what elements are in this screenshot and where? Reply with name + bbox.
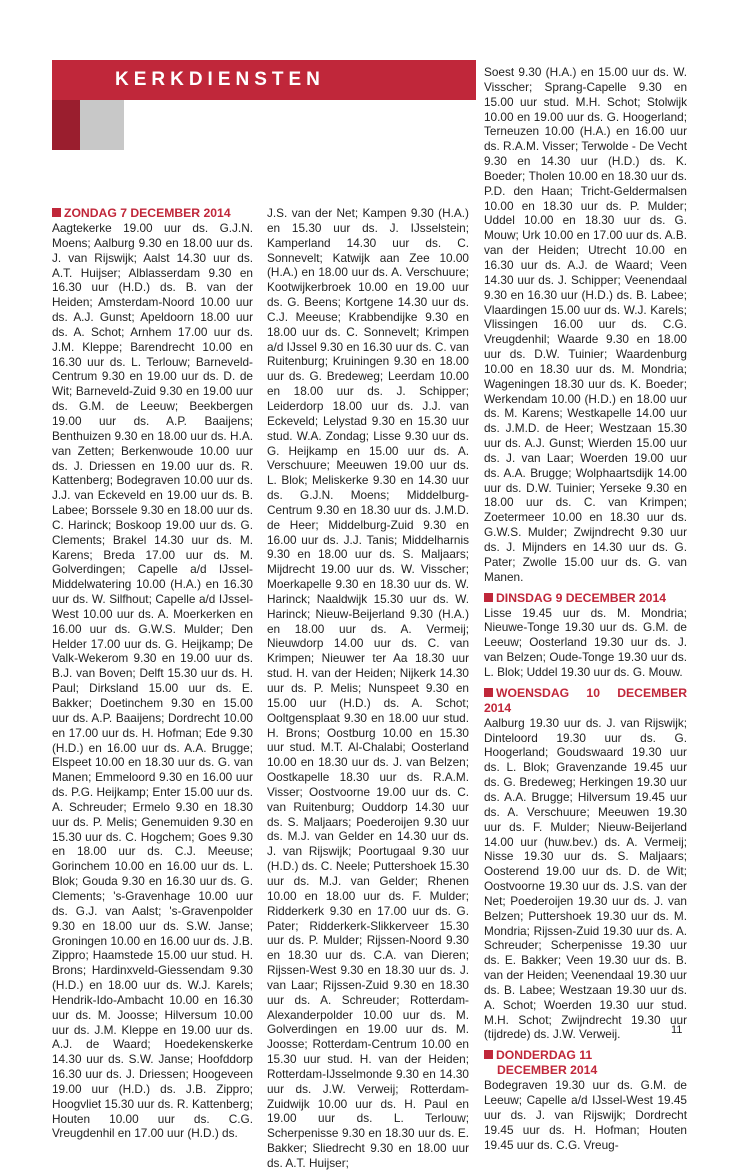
heading-zondag bbox=[52, 206, 253, 221]
services-donderdag: Bodegraven 19.30 uur ds. G.M. de Leeuw; Capelle a/d IJssel-West 19.45 uur ds. J. van Rijswijk; Dordrecht 19.45 uur ds. H. Hofman; Houten 19.45 uur ds. C.G. Vreug- bbox=[484, 1078, 687, 1152]
heading-dinsdag bbox=[484, 591, 687, 606]
column-1 bbox=[52, 206, 253, 1141]
services-woensdag: Aalburg 19.30 uur ds. J. van Rijswijk; Dinteloord 19.30 uur ds. G. Hoogerland; Goudswaard 19.30 uur ds. L. Blok; Gravenzande 19.45 uur ds. G. Bredeweg; Herkingen 19.30 uur ds. A.A. Brugge; Hilversum 19.45 uur ds. A. Verschuure; Meeuwen 19.30 uur ds. F. Mulder; Nieuw-Beijerland 14.00 uur (huw.bev.) ds. A. Vermeij; Nisse 19.30 uur ds. S. Maljaars; Oosterend 19.00 uur ds. D. de Wit; Oostvoorne 19.30 uur ds. J.S. van der Net; Poederoijen 19.30 uur ds. J. van Belzen; Puttershoek 19.30 uur ds. M. Mondria; Rijssen-Zuid 19.30 uur ds. A. Schreuder; Scherpenisse 19.30 uur ds. E. Bakker; Veen 19.30 uur ds. B. van der Heiden; Veenendaal 19.30 uur ds. B. Labee; Westzaan 19.30 uur ds. A. Schot; Woerden 19.30 uur stud. M.H. Schot; Zwijndrecht 19.30 uur (tijdrede) ds. J.W. Verweij. bbox=[484, 715, 687, 1042]
heading-donderdag bbox=[484, 1048, 687, 1078]
bullet-square-icon bbox=[484, 593, 493, 602]
services-zondag-part2: J.S. van der Net; Kampen 9.30 (H.A.) en 15.30 uur ds. J. IJsselstein; Kamperland 14.30 uur ds. C. Sonnevelt; Katwijk aan Zee 10.00 (H.A.) en 18.00 uur ds. A. Verschuure; Kootwijkerbroek 10.00 en 19.00 uur ds. G. Beens; Kortgene 14.30 uur ds. C.J. Meeuse; Krabbendijke 9.30 en 18.00 uur ds. C. Sonnevelt; Krimpen a/d IJssel 9.30 en 16.30 uur ds. C. van Ruitenburg; Kruiningen 9.30 en 18.00 uur ds. G. Bredeweg; Leerdam 10.00 en 18.00 uur ds. J. Schipper; Leiderdorp 18.00 uur ds. J.J. van Eckeveld; Lelystad 9.30 en 15.30 uur stud. W.A. Zondag; Lisse 9.30 uur ds. G. Heijkamp en 15.00 uur ds. A. Verschuure; Meeuwen 19.00 uur ds. L. Blok; Meliskerke 9.30 en 14.30 uur ds. G.J.N. Moens; Middelburg-Centrum 9.30 en 18.30 uur ds. J.M.D. de Heer; Middelburg-Zuid 9.30 en 16.00 uur ds. J.J. Tanis; Middelharnis 9.30 en 18.00 uur ds. S. Maljaars; Mijdrecht 19.00 uur ds. W. Visscher; Moerkapelle 9.30 en 18.30 uur ds. W. Harinck; Naaldwijk 15.30 uur ds. W. Harinck; Nieuw-Beijerland 9.30 (H.A.) en 18.00 uur ds. A. Vermeij; Nieuwdorp 14.00 uur ds. C. van Krimpen; Nieuwer ter Aa 18.30 uur stud. H. van der Heiden; Nijkerk 14.30 uur ds. P. Melis; Nunspeet 9.30 en 15.00 uur (H.D.) ds. A. Schot; Ooltgensplaat 9.30 en 18.00 uur stud. H. Brons; Oostburg 10.00 en 15.30 uur stud. M.T. Al-Chalabi; Oosterland 10.00 en 18.30 uur ds. J. van Belzen; Oostkapelle 18.30 uur ds. R.A.M. Visser; Oostvoorne 19.00 uur ds. C. van Ruitenburg; Ouddorp 14.30 uur ds. S. Maljaars; Poederoijen 9.30 uur ds. M.J. van Gelder en 14.30 uur ds. J. van Rijswijk; Poortugaal 9.30 uur (H.D.) ds. C. Neele; Puttershoek 15.30 uur ds. M.J. van Gelder; Rhenen 10.00 en 18.00 uur ds. F. Mulder; Ridderkerk 9.30 en 17.00 uur ds. G. Pater; Ridderkerk-Slikkerveer 15.30 uur ds. P. Mulder; Rijssen-Noord 9.30 en 18.30 uur ds. C.A. van Dieren; Rijssen-West 9.30 en 18.30 uur ds. J. van Laar; Rijssen-Zuid 9.30 en 18.30 uur ds. A. Schreuder; Rotterdam-Alexanderpolder 10.00 uur ds. M. Golverdingen en 19.00 uur ds. M. Joosse; Rotterdam-Centrum 10.00 en 15.30 uur stud. H. van der Heiden; Rotterdam-IJsselmonde 9.30 en 14.30 uur ds. J.W. Verweij; Rotterdam-Zuidwijk 10.00 uur ds. H. Paul en 19.00 uur ds. L. Terlouw; Scherpenisse 9.30 en 18.30 uur ds. E. Bakker; Sliedrecht 9.30 en 18.00 uur ds. A.T. Huijser; bbox=[267, 206, 469, 1170]
heading-donderdag-line1: DONDERDAG 11 bbox=[496, 1048, 593, 1063]
heading-donderdag-line2: DECEMBER 2014 bbox=[497, 1063, 598, 1078]
bullet-square-icon bbox=[484, 1050, 493, 1059]
heading-woensdag-text: WOENSDAG 10 DECEMBER 2014 bbox=[484, 685, 687, 715]
bullet-square-icon bbox=[484, 688, 493, 697]
heading-woensdag bbox=[484, 686, 687, 716]
bullet-square-icon bbox=[52, 208, 61, 217]
heading-zondag-text: ZONDAG 7 DECEMBER 2014 bbox=[64, 206, 231, 220]
page-number: 11 bbox=[671, 1024, 683, 1036]
heading-dinsdag-text: DINSDAG 9 DECEMBER 2014 bbox=[496, 590, 666, 605]
banner-accent-block bbox=[52, 100, 80, 150]
page-title: KERKDIENSTEN bbox=[115, 69, 325, 90]
column-2 bbox=[267, 206, 469, 1171]
services-dinsdag: Lisse 19.45 uur ds. M. Mondria; Nieuwe-Tonge 19.30 uur ds. G.M. de Leeuw; Oosterland 19.30 uur ds. J. van Belzen; Oude-Tonge 19.30 uur ds. L. Blok; Uddel 19.30 uur ds. G. Mouw. bbox=[484, 605, 687, 679]
decorative-grey-block bbox=[80, 100, 124, 150]
services-zondag-part1: Aagtekerke 19.00 uur ds. G.J.N. Moens; Aalburg 9.30 en 18.00 uur ds. J. van Rijswijk; Aalst 14.30 uur ds. A.T. Huijser; Alblasserdam 9.30 en 16.30 uur (H.D.) ds. B. van der Heiden; Amsterdam-Noord 10.00 uur ds. A.J. Gunst; Apeldoorn 18.00 uur ds. A. Schot; Arnhem 17.00 uur ds. J.M. Kleppe; Barendrecht 10.00 en 16.30 uur ds. L. Terlouw; Barneveld-Centrum 9.30 en 19.00 uur ds. D. de Wit; Barneveld-Zuid 9.30 en 19.00 uur ds. G.M. de Leeuw; Beekbergen 19.00 uur ds. A.P. Baaijens; Benthuizen 9.30 en 18.00 uur ds. H.A. van Zetten; Berkenwoude 10.00 uur ds. J. Driessen en 19.00 uur ds. R. Kattenberg; Bodegraven 10.00 uur ds. J.J. van Eckeveld en 19.00 uur ds. B. Labee; Borssele 9.30 en 18.00 uur ds. C. Harinck; Boskoop 19.00 uur ds. G. Clements; Brakel 14.30 uur ds. M. Karens; Breda 17.00 uur ds. M. Golverdingen; Capelle a/d IJssel-Middelwatering 10.00 (H.A.) en 16.30 uur ds. W. Silfhout; Capelle a/d IJssel-West 10.00 uur ds. A. Moerkerken en 16.00 uur ds. G.W.S. Mulder; Den Helder 17.00 uur ds. G. Heijkamp; De Valk-Wekerom 9.30 en 19.00 uur ds. B.J. van Boven; Delft 15.30 uur ds. H. Paul; Dirksland 15.00 uur ds. E. Bakker; Doetinchem 9.30 en 15.00 uur ds. A.P. Baaijens; Dordrecht 10.00 en 17.00 uur ds. H. Hofman; Ede 9.30 (H.D.) en 16.00 uur ds. A.A. Brugge; Elspeet 10.00 en 18.30 uur ds. G. van Manen; Emmeloord 9.30 en 16.00 uur ds. P.G. Heijkamp; Enter 15.00 uur ds. A. Schreuder; Ermelo 9.30 en 18.30 uur ds. P. Melis; Genemuiden 9.30 en 15.30 uur ds. C. Hogchem; Goes 9.30 en 18.00 uur ds. C.J. Meeuse; Gorinchem 10.00 en 16.00 uur ds. L. Blok; Gouda 9.30 en 16.30 uur ds. G. Clements; 's-Gravenhage 10.00 uur ds. G.J. van Aalst; 's-Gravenpolder 9.30 en 18.00 uur ds. S.W. Janse; Groningen 10.00 en 16.00 uur ds. J.B. Zippro; Haamstede 15.00 uur stud. H. Brons; Hardinxveld-Giessendam 9.30 (H.D.) en 18.00 uur ds. W.J. Karels; Hendrik-Ido-Ambacht 10.00 en 16.30 uur ds. M. Joosse; Hilversum 10.00 uur ds. J.M. Kleppe en 19.00 uur ds. A.J. de Waard; Hoedekenskerke 14.30 uur ds. S.W. Janse; Hoofddorp 16.30 uur ds. J. Driessen; Hoogeveen 19.00 uur (H.D.) ds. J.B. Zippro; Hoogvliet 15.30 uur ds. R. Kattenberg; Houten 10.00 uur ds. C.G. Vreugdenhil en 17.00 uur (H.D.) ds. bbox=[52, 221, 253, 1141]
services-zondag-part3: Soest 9.30 (H.A.) en 15.00 uur ds. W. Visscher; Sprang-Capelle 9.30 en 15.00 uur stud. M.H. Schot; Stolwijk 10.00 en 19.00 uur ds. G. Hoogerland; Terneuzen 10.00 (H.A.) en 16.00 uur ds. R.A.M. Visser; Terwolde - De Vecht 9.30 en 14.30 uur (H.D.) ds. K. Boeder; Tholen 10.00 en 18.30 uur ds. P.D. den Haan; Tricht-Geldermalsen 10.00 en 18.30 uur ds. P. Mulder; Uddel 10.00 en 18.30 uur ds. G. Mouw; Urk 10.00 en 17.00 uur ds. A.B. van der Heiden; Utrecht 10.00 en 16.30 uur ds. A.J. de Waard; Veen 14.30 uur ds. J. Schipper; Veenendaal 9.30 en 16.30 uur (H.D.) ds. B. Labee; Vlaardingen 15.00 uur ds. W.J. Karels; Vlissingen 16.00 uur ds. C.G. Vreugdenhil; Waarde 9.30 en 18.00 uur ds. D.W. Tuinier; Waardenburg 10.00 en 18.30 uur ds. M. Mondria; Wageningen 18.30 uur ds. K. Boeder; Werkendam 10.00 (H.D.) en 18.00 uur ds. M. Karens; Westkapelle 14.00 uur ds. J.M.D. de Heer; Westzaan 15.30 uur ds. A.J. Gunst; Wierden 15.00 uur ds. J. van Laar; Woerden 19.00 uur ds. A.A. Brugge; Wolphaartsdijk 14.00 uur ds. D.W. Tuinier; Yerseke 9.30 en 18.00 uur ds. C. van Krimpen; Zoetermeer 10.00 en 18.30 uur ds. G.W.S. Mulder; Zwijndrecht 9.30 uur ds. J. Mijnders en 14.30 uur ds. G. Pater; Zwolle 15.00 uur ds. G. van Manen. bbox=[484, 65, 687, 584]
column-3 bbox=[484, 65, 687, 1153]
